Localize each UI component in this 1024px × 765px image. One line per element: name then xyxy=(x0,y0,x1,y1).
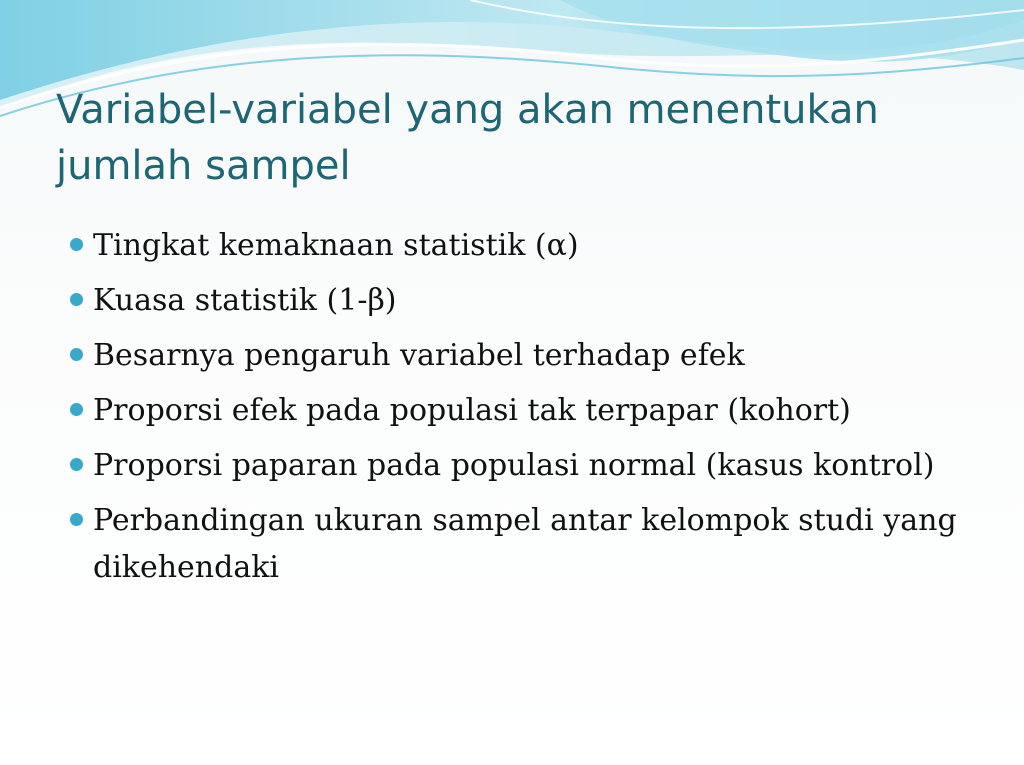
bullet-item-exposure-proportion xyxy=(70,442,970,489)
bullet-item-sample-ratio xyxy=(70,497,970,591)
bullet-text: Tingkat kemaknaan statistik (α) xyxy=(93,228,579,263)
bullet-text: Proporsi efek pada populasi tak terpapar (kohort) xyxy=(93,393,851,428)
slide-title: Variabel-variabel yang akan menentukan jumlah sampel xyxy=(56,87,879,189)
bullet-marker-icon xyxy=(70,403,83,416)
bullet-marker-icon xyxy=(70,238,83,251)
bullet-text: Kuasa statistik (1-β) xyxy=(93,283,397,318)
bullet-marker-icon xyxy=(70,458,83,471)
bullet-text: Besarnya pengaruh variabel terhadap efek xyxy=(93,338,745,373)
bullet-marker-icon xyxy=(70,293,83,306)
bullet-list xyxy=(70,222,970,599)
bullet-item-significance-level xyxy=(70,222,970,269)
bullet-marker-icon xyxy=(70,348,83,361)
bullet-marker-icon xyxy=(70,513,83,526)
bullet-text: Proporsi paparan pada populasi normal (kasus kontrol) xyxy=(93,448,935,483)
bullet-item-unexposed-proportion xyxy=(70,387,970,434)
bullet-item-statistical-power xyxy=(70,277,970,324)
bullet-text: Perbandingan ukuran sampel antar kelompok studi yang dikehendaki xyxy=(93,503,957,585)
bullet-item-effect-size xyxy=(70,332,970,379)
